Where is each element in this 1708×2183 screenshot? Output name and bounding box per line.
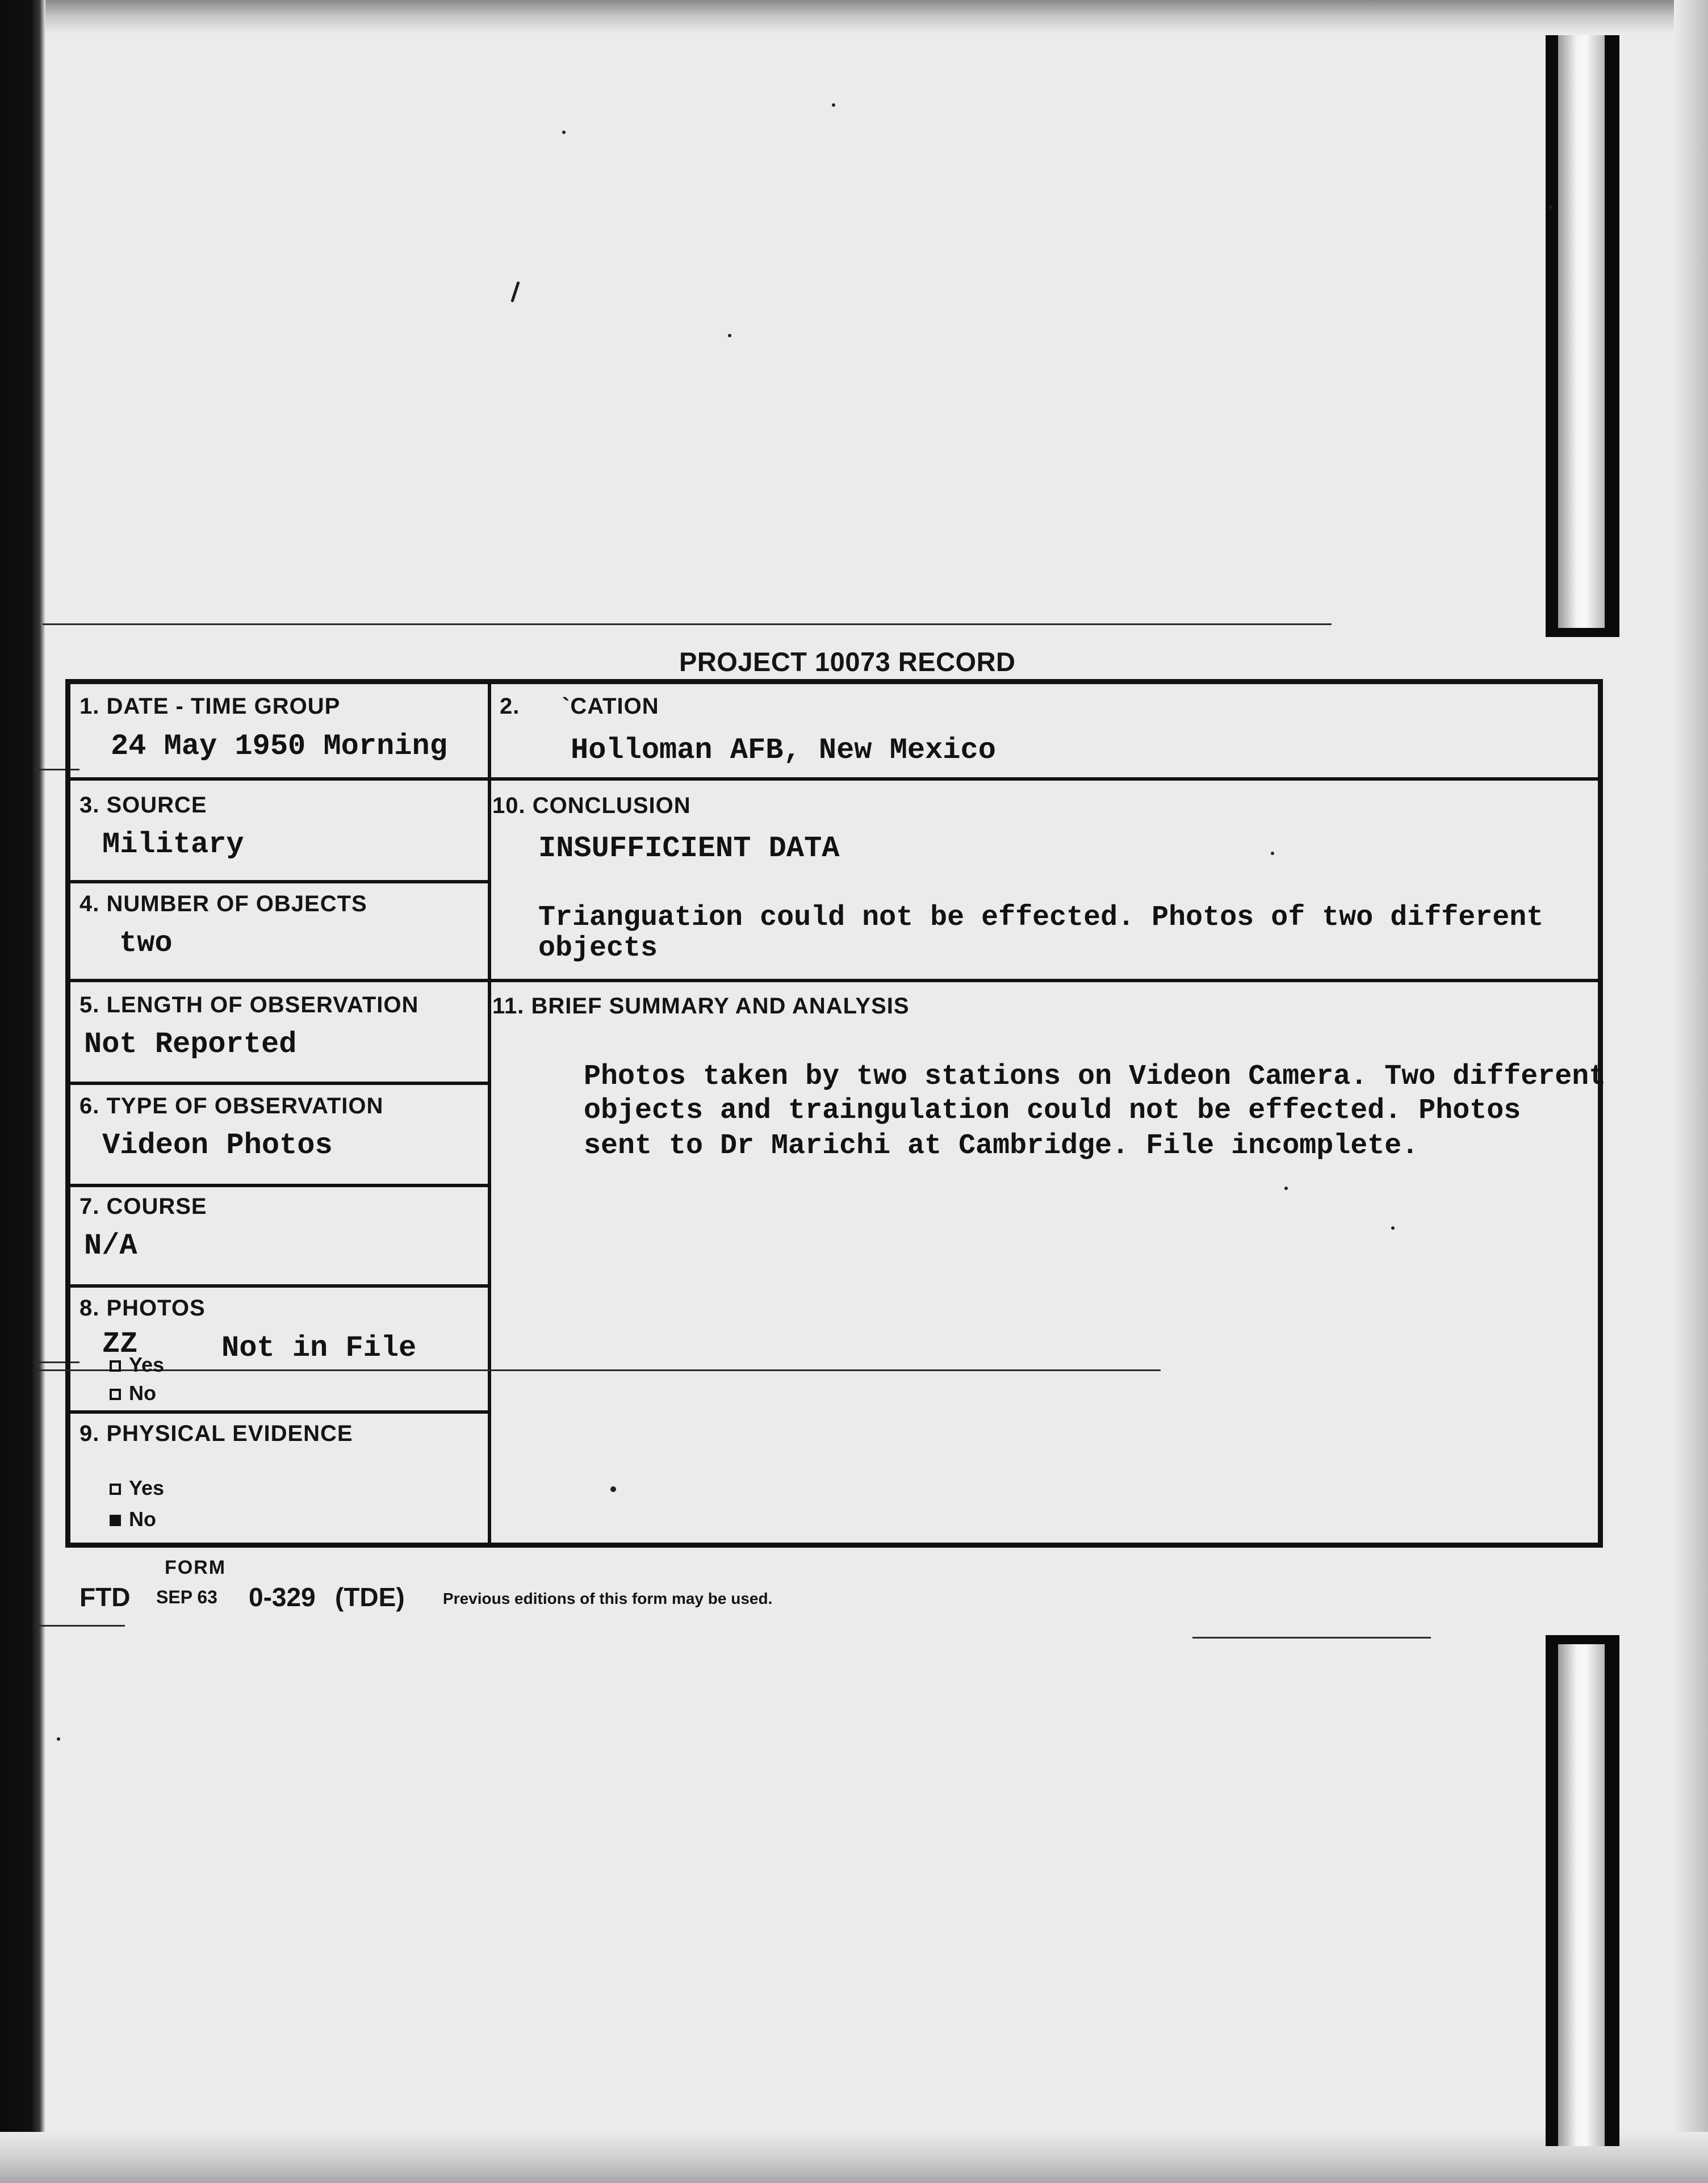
row-divider (70, 777, 488, 781)
photos-option-yes[interactable]: Yes (110, 1353, 164, 1377)
form-number: 0-329 (249, 1582, 316, 1612)
brief-summary-label: 11. BRIEF SUMMARY AND ANALYSIS (492, 994, 910, 1019)
row-divider (70, 979, 488, 982)
summary-line-2: objects and traingulation could not be effected. Photos (584, 1095, 1521, 1127)
row-divider (70, 880, 488, 883)
form-title: PROJECT 10073 RECORD (679, 647, 1016, 677)
film-tube-artifact-top (1546, 35, 1619, 637)
scan-rule-upper (43, 623, 1332, 625)
previous-editions-note: Previous editions of this form may be used. (443, 1590, 773, 1607)
photos-option-no[interactable]: No (110, 1381, 156, 1405)
film-tube-artifact-bottom (1546, 1635, 1619, 2146)
checkbox-icon (110, 1360, 121, 1372)
conclusion-label: 10. CONCLUSION (492, 793, 691, 818)
checkbox-icon (110, 1389, 121, 1400)
conclusion-value: INSUFFICIENT DATA (538, 832, 840, 865)
scan-edge-left (0, 0, 45, 2183)
date-time-group-value: 24 May 1950 Morning (111, 730, 447, 763)
photos-value: Not in File (221, 1331, 417, 1365)
summary-line-3: sent to Dr Marichi at Cambridge. File incomplete. (584, 1130, 1419, 1162)
scan-speck (728, 334, 731, 337)
column-divider (488, 684, 491, 1543)
number-of-objects-value: two (119, 927, 173, 960)
scan-edge-right (1674, 0, 1708, 2183)
form-date: SEP 63 (156, 1587, 217, 1607)
type-of-observation-label: 6. TYPE OF OBSERVATION (79, 1093, 384, 1118)
conclusion-note-line-1: Trianguation could not be effected. Photos of two different (538, 902, 1544, 934)
scan-speck (1549, 206, 1552, 209)
scan-rule-lower-left (34, 1625, 125, 1627)
row-divider (70, 1284, 488, 1288)
scan-edge-top (0, 0, 1708, 34)
location-label: `CATION (562, 694, 659, 719)
length-of-observation-label: 5. LENGTH OF OBSERVATION (79, 992, 419, 1017)
row-divider (70, 1184, 488, 1187)
scan-speck (510, 281, 520, 303)
row-divider (70, 1082, 488, 1085)
checked-checkbox-icon (110, 1515, 121, 1526)
photos-typed-mark: ZZ (102, 1327, 138, 1361)
scan-edge-bottom (0, 2132, 1708, 2183)
scan-rule-crossing (36, 1369, 1161, 1371)
form-word: FORM (165, 1557, 227, 1578)
conclusion-note-line-2: objects (538, 932, 658, 965)
physical-evidence-option-no[interactable]: No (110, 1507, 156, 1531)
ftd-label: FTD (79, 1582, 131, 1612)
summary-line-1: Photos taken by two stations on Videon Camera. Two different (584, 1061, 1606, 1093)
course-value: N/A (84, 1229, 137, 1263)
date-time-group-label: 1. DATE - TIME GROUP (79, 694, 341, 719)
source-value: Military (102, 828, 244, 861)
location-value: Holloman AFB, New Mexico (571, 734, 996, 767)
physical-evidence-option-yes[interactable]: Yes (110, 1476, 164, 1500)
location-label-number: 2. (500, 694, 520, 719)
course-label: 7. COURSE (79, 1194, 207, 1219)
row-divider (488, 979, 1598, 982)
row-divider (488, 777, 1598, 781)
photos-label: 8. PHOTOS (79, 1296, 206, 1321)
scan-rule-lower (1192, 1637, 1431, 1639)
scan-speck (57, 1737, 60, 1741)
source-label: 3. SOURCE (79, 793, 207, 818)
physical-evidence-label: 9. PHYSICAL EVIDENCE (79, 1421, 353, 1446)
length-of-observation-value: Not Reported (84, 1028, 297, 1061)
scan-speck (832, 103, 835, 107)
form-tde: (TDE) (335, 1582, 405, 1612)
scan-speck (562, 131, 566, 134)
row-divider (70, 1410, 488, 1414)
number-of-objects-label: 4. NUMBER OF OBJECTS (79, 891, 367, 916)
type-of-observation-value: Videon Photos (102, 1129, 333, 1162)
checkbox-icon (110, 1484, 121, 1495)
